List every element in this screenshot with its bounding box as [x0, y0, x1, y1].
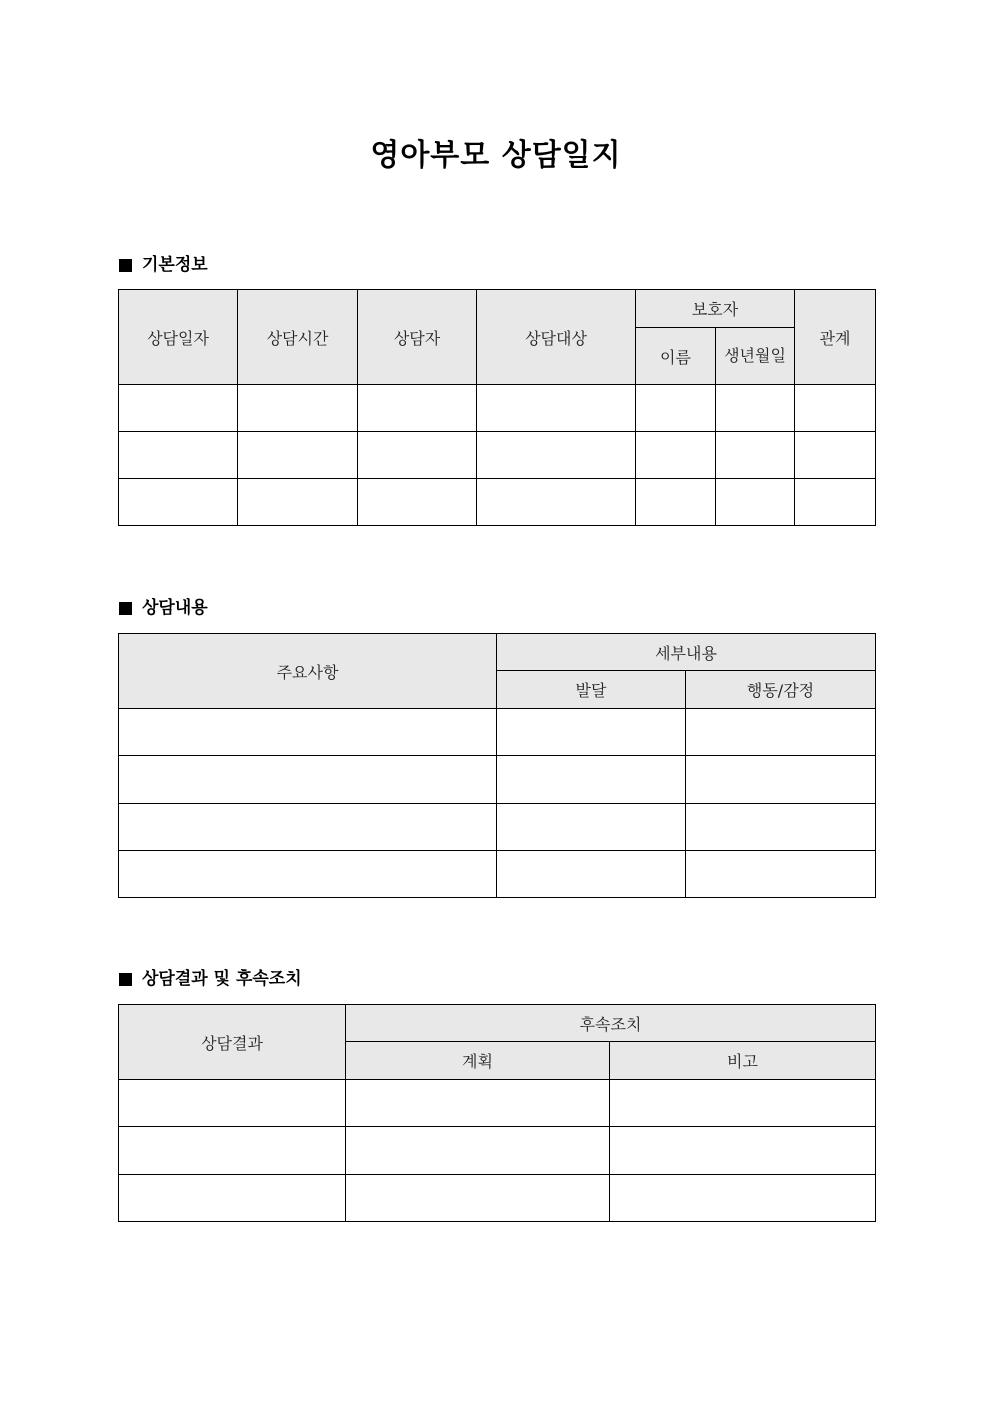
table-header-row — [119, 634, 876, 671]
table-row — [119, 756, 876, 804]
section-heading-content — [119, 596, 208, 620]
table-cell[interactable] — [610, 1127, 876, 1175]
table-cell[interactable] — [358, 479, 477, 526]
table-cell[interactable] — [238, 432, 358, 479]
table-row — [119, 1127, 876, 1175]
table-cell[interactable] — [686, 804, 876, 851]
table-cell[interactable] — [119, 432, 238, 479]
basic-info-table — [118, 289, 876, 526]
header-time: 상담시간 — [238, 290, 358, 385]
table-cell[interactable] — [119, 804, 497, 851]
result-table — [118, 1004, 876, 1222]
table-cell[interactable] — [346, 1080, 610, 1127]
table-cell[interactable] — [795, 432, 876, 479]
section-heading-label: 상담내용 — [142, 598, 208, 618]
header-result: 상담결과 — [119, 1005, 346, 1080]
table-cell[interactable] — [238, 385, 358, 432]
table-cell[interactable] — [610, 1175, 876, 1222]
header-relation: 관계 — [795, 290, 876, 385]
table-cell[interactable] — [716, 385, 795, 432]
table-cell[interactable] — [610, 1080, 876, 1127]
header-subject: 상담대상 — [477, 290, 636, 385]
table-cell[interactable] — [119, 851, 497, 898]
header-guardian-birth: 생년월일 — [716, 328, 795, 385]
table-cell[interactable] — [119, 1127, 346, 1175]
table-cell[interactable] — [716, 479, 795, 526]
table-cell[interactable] — [358, 432, 477, 479]
table-cell[interactable] — [119, 1080, 346, 1127]
table-cell[interactable] — [119, 709, 497, 756]
table-row — [119, 432, 876, 479]
table-cell[interactable] — [686, 709, 876, 756]
header-main: 주요사항 — [119, 634, 497, 709]
page-title: 영아부모 상담일지 — [370, 138, 622, 173]
square-bullet-icon — [119, 973, 132, 986]
table-cell[interactable] — [119, 1175, 346, 1222]
header-detail: 세부내용 — [497, 634, 876, 671]
table-cell[interactable] — [686, 756, 876, 804]
table-cell[interactable] — [636, 432, 716, 479]
table-cell[interactable] — [795, 385, 876, 432]
table-row — [119, 479, 876, 526]
section-heading-label: 기본정보 — [142, 255, 208, 275]
table-cell[interactable] — [346, 1127, 610, 1175]
table-cell[interactable] — [497, 756, 686, 804]
header-note: 비고 — [610, 1042, 876, 1080]
table-header-row — [119, 290, 876, 328]
table-cell[interactable] — [686, 851, 876, 898]
header-development: 발달 — [497, 671, 686, 709]
table-cell[interactable] — [795, 479, 876, 526]
section-heading-basic — [119, 253, 208, 277]
square-bullet-icon — [119, 259, 132, 272]
header-behavior: 행동/감정 — [686, 671, 876, 709]
header-guardian: 보호자 — [636, 290, 795, 328]
table-row — [119, 1080, 876, 1127]
table-cell[interactable] — [119, 756, 497, 804]
table-cell[interactable] — [119, 385, 238, 432]
table-cell[interactable] — [119, 479, 238, 526]
table-cell[interactable] — [716, 432, 795, 479]
table-row — [119, 804, 876, 851]
table-cell[interactable] — [497, 804, 686, 851]
table-cell[interactable] — [636, 385, 716, 432]
content-table — [118, 633, 876, 898]
table-header-row — [119, 1005, 876, 1042]
table-cell[interactable] — [497, 709, 686, 756]
table-row — [119, 1175, 876, 1222]
table-cell[interactable] — [497, 851, 686, 898]
table-row — [119, 709, 876, 756]
section-heading-result — [119, 967, 302, 991]
table-cell[interactable] — [346, 1175, 610, 1222]
header-date: 상담일자 — [119, 290, 238, 385]
table-row — [119, 385, 876, 432]
table-cell[interactable] — [477, 432, 636, 479]
table-cell[interactable] — [636, 479, 716, 526]
table-cell[interactable] — [358, 385, 477, 432]
header-plan: 계획 — [346, 1042, 610, 1080]
header-followup: 후속조치 — [346, 1005, 876, 1042]
header-counselor: 상담자 — [358, 290, 477, 385]
header-guardian-name: 이름 — [636, 328, 716, 385]
section-heading-label: 상담결과 및 후속조치 — [142, 969, 302, 989]
square-bullet-icon — [119, 602, 132, 615]
table-row — [119, 851, 876, 898]
table-cell[interactable] — [477, 479, 636, 526]
table-cell[interactable] — [477, 385, 636, 432]
table-cell[interactable] — [238, 479, 358, 526]
